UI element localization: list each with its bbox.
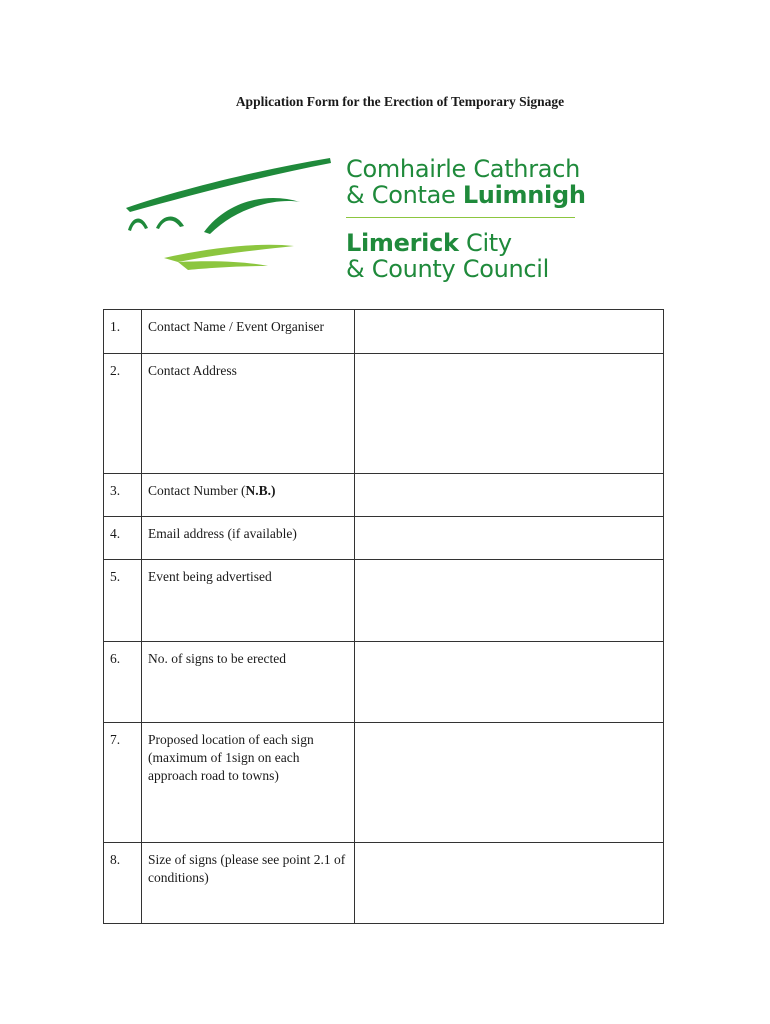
row-number: 4. xyxy=(104,517,142,560)
contact-name-field[interactable] xyxy=(355,310,664,354)
row-number: 7. xyxy=(104,723,142,843)
page-title: Application Form for the Erection of Temporary Signage xyxy=(235,94,565,109)
table-row xyxy=(104,310,664,354)
row-number: 6. xyxy=(104,642,142,723)
council-logo xyxy=(118,150,588,290)
table-row xyxy=(104,474,664,517)
contact-number-field[interactable] xyxy=(355,474,664,517)
logo-irish-name: Comhairle Cathrach & Contae Luimnigh xyxy=(346,155,586,209)
row-number: 5. xyxy=(104,560,142,642)
logo-english-name: Limerick City & County Council xyxy=(346,229,550,283)
row-label: Size of signs (please see point 2.1 of conditions) xyxy=(142,843,355,924)
row-number: 2. xyxy=(104,354,142,474)
sign-location-field[interactable] xyxy=(355,723,664,843)
row-number: 8. xyxy=(104,843,142,924)
row-label: No. of signs to be erected xyxy=(142,642,355,723)
row-label: Contact Name / Event Organiser xyxy=(142,310,355,354)
table-row xyxy=(104,354,664,474)
logo-emblem-icon xyxy=(118,150,338,290)
table-row xyxy=(104,560,664,642)
sign-size-field[interactable] xyxy=(355,843,664,924)
row-label: Proposed location of each sign (maximum of 1sign on each approach road to towns) xyxy=(142,723,355,843)
table-row xyxy=(104,843,664,924)
row-number: 3. xyxy=(104,474,142,517)
email-field[interactable] xyxy=(355,517,664,560)
table-row xyxy=(104,517,664,560)
logo-divider xyxy=(346,217,575,218)
table-row xyxy=(104,723,664,843)
contact-address-field[interactable] xyxy=(355,354,664,474)
event-field[interactable] xyxy=(355,560,664,642)
sign-count-field[interactable] xyxy=(355,642,664,723)
row-label: Email address (if available) xyxy=(142,517,355,560)
row-number: 1. xyxy=(104,310,142,354)
row-label: Contact Number (N.B.) xyxy=(142,474,355,517)
application-form-table xyxy=(103,309,664,924)
table-row xyxy=(104,642,664,723)
row-label: Event being advertised xyxy=(142,560,355,642)
row-label: Contact Address xyxy=(142,354,355,474)
